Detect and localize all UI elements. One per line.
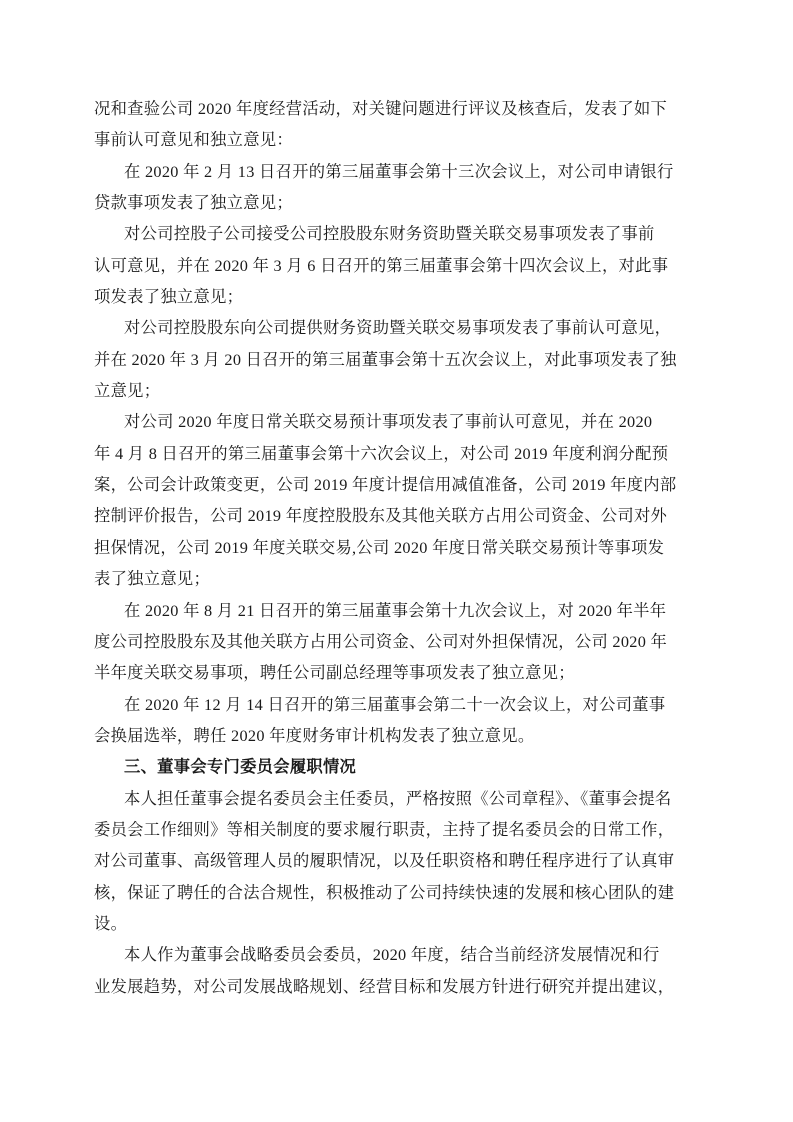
text-line: 本人担任董事会提名委员会主任委员，严格按照《公司章程》、《董事会提名	[124, 788, 672, 808]
text-line: 度公司控股股东及其他关联方占用公司资金、公司对外担保情况，公司 2020 年	[94, 631, 668, 651]
text-line: 表了独立意见；	[94, 569, 211, 589]
text-line: 在 2020 年 12 月 14 日召开的第三届董事会第二十一次会议上，对公司董事	[124, 694, 666, 714]
text-line: 项发表了独立意见；	[94, 287, 244, 307]
text-line: 担保情况，公司 2019 年度关联交易,公司 2020 年度日常关联交易预计等事项发	[94, 537, 665, 557]
text-line: 案，公司会计政策变更，公司 2019 年度计提信用减值准备，公司 2019 年度内部	[94, 475, 677, 495]
text-line: 对公司董事、高级管理人员的履职情况，以及任职资格和聘任程序进行了认真审	[94, 851, 675, 871]
text-line: 事前认可意见和独立意见：	[94, 130, 293, 150]
text-line: 贷款事项发表了独立意见；	[94, 193, 293, 213]
text-line: 控制评价报告，公司 2019 年度控股股东及其他关联方占用公司资金、公司对外	[94, 506, 668, 526]
text-line: 认可意见，并在 2020 年 3 月 6 日召开的第三届董事会第十四次会议上，对此事	[94, 255, 669, 275]
text-line: 对公司控股子公司接受公司控股股东财务资助暨关联交易事项发表了事前	[124, 224, 655, 244]
text-line: 委员会工作细则》等相关制度的要求履行职责，主持了提名委员会的日常工作，	[94, 819, 675, 839]
text-line: 本人作为董事会战略委员会委员，2020 年度，结合当前经济发展情况和行	[124, 945, 660, 965]
text-line: 业发展趋势，对公司发展战略规划、经营目标和发展方针进行研究并提出建议，	[94, 976, 675, 996]
text-line: 半年度关联交易事项，聘任公司副总经理等事项发表了独立意见；	[94, 663, 575, 683]
text-line: 会换届选举，聘任 2020 年度财务审计机构发表了独立意见。	[94, 725, 535, 745]
text-line: 设。	[94, 913, 128, 933]
text-line: 对公司控股股东向公司提供财务资助暨关联交易事项发表了事前认可意见，	[124, 318, 672, 338]
document-body	[94, 93, 704, 1002]
text-line: 核，保证了聘任的合法合规性，积极推动了公司持续快速的发展和核心团队的建	[94, 882, 675, 902]
text-line: 况和查验公司 2020 年度经营活动，对关键问题进行评议及核查后，发表了如下	[94, 99, 668, 118]
section-heading: 三、董事会专门委员会履职情况	[124, 757, 357, 777]
text-line: 在 2020 年 8 月 21 日召开的第三届董事会第十九次会议上，对 2020 年半年	[124, 600, 667, 620]
text-line: 立意见；	[94, 381, 161, 401]
text-line: 年 4 月 8 日召开的第三届董事会第十六次会议上，对公司 2019 年度利润分配预	[94, 443, 669, 463]
text-line: 在 2020 年 2 月 13 日召开的第三届董事会第十三次会议上，对公司申请银行	[124, 161, 674, 181]
text-line: 对公司 2020 年度日常关联交易预计事项发表了事前认可意见，并在 2020	[124, 412, 653, 432]
text-line: 并在 2020 年 3 月 20 日召开的第三届董事会第十五次会议上，对此事项发表了独	[94, 349, 677, 369]
